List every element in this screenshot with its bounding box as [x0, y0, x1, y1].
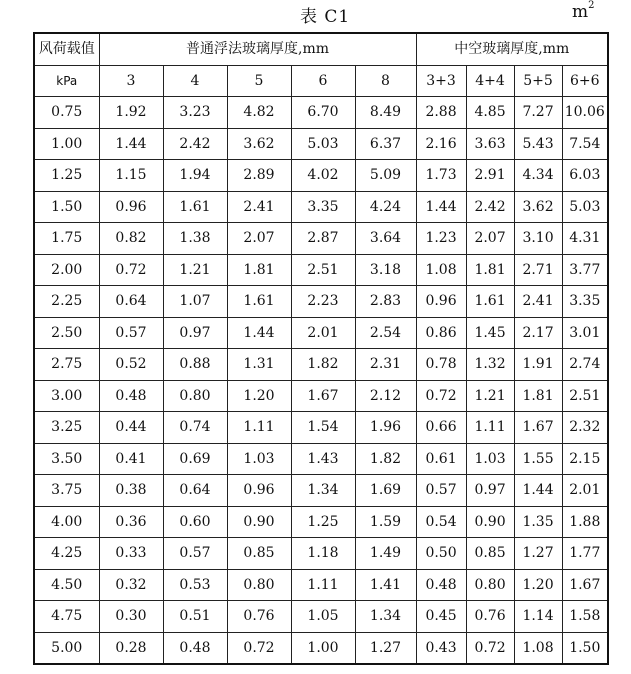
area-cell: 2.16 — [416, 128, 466, 160]
table-row — [34, 475, 608, 507]
area-cell: 0.85 — [227, 538, 291, 570]
unit-base: m — [572, 2, 589, 22]
area-cell: 1.73 — [416, 160, 466, 192]
header-float-glass-group: 普通浮法玻璃厚度,mm — [99, 33, 416, 65]
area-cell: 1.03 — [227, 443, 291, 475]
area-cell: 1.81 — [466, 254, 514, 286]
table-row — [34, 286, 608, 318]
table-row — [34, 538, 608, 570]
area-cell: 0.57 — [99, 317, 163, 349]
area-cell: 8.49 — [355, 97, 416, 129]
header-float-col: 3 — [99, 65, 163, 97]
table-row — [34, 601, 608, 633]
header-float-col: 4 — [163, 65, 227, 97]
wind-load-cell: 3.00 — [34, 380, 99, 412]
area-cell: 2.88 — [416, 97, 466, 129]
area-cell: 1.27 — [355, 632, 416, 664]
unit-superscript: 2 — [588, 0, 595, 12]
area-cell: 2.01 — [291, 317, 355, 349]
area-cell: 0.97 — [466, 475, 514, 507]
area-cell: 1.55 — [514, 443, 562, 475]
area-cell: 1.03 — [466, 443, 514, 475]
area-cell: 2.83 — [355, 286, 416, 318]
area-cell: 3.62 — [514, 191, 562, 223]
area-cell: 7.54 — [562, 128, 608, 160]
table-row — [34, 191, 608, 223]
area-cell: 1.27 — [514, 538, 562, 570]
area-cell: 1.44 — [99, 128, 163, 160]
table-row — [34, 254, 608, 286]
area-cell: 0.33 — [99, 538, 163, 570]
area-cell: 1.23 — [416, 223, 466, 255]
area-cell: 1.11 — [227, 412, 291, 444]
area-cell: 7.27 — [514, 97, 562, 129]
area-cell: 0.51 — [163, 601, 227, 633]
glass-area-table — [33, 32, 609, 665]
area-cell: 0.30 — [99, 601, 163, 633]
area-cell: 2.07 — [227, 223, 291, 255]
area-cell: 0.60 — [163, 506, 227, 538]
area-cell: 1.67 — [291, 380, 355, 412]
area-cell: 0.50 — [416, 538, 466, 570]
area-cell: 1.05 — [291, 601, 355, 633]
area-cell: 0.52 — [99, 349, 163, 381]
area-cell: 3.18 — [355, 254, 416, 286]
area-cell: 0.80 — [466, 569, 514, 601]
area-cell: 1.41 — [355, 569, 416, 601]
area-cell: 1.92 — [99, 97, 163, 129]
area-cell: 0.64 — [163, 475, 227, 507]
area-cell: 0.45 — [416, 601, 466, 633]
area-cell: 0.76 — [466, 601, 514, 633]
wind-load-cell: 4.25 — [34, 538, 99, 570]
area-cell: 2.89 — [227, 160, 291, 192]
header-float-col: 5 — [227, 65, 291, 97]
table-row — [34, 160, 608, 192]
area-cell: 4.82 — [227, 97, 291, 129]
header-row-groups — [34, 33, 608, 65]
area-cell: 4.02 — [291, 160, 355, 192]
header-hollow-col: 4+4 — [466, 65, 514, 97]
area-cell: 4.85 — [466, 97, 514, 129]
header-row-thickness — [34, 65, 608, 97]
area-cell: 2.54 — [355, 317, 416, 349]
area-cell: 0.85 — [466, 538, 514, 570]
area-cell: 0.41 — [99, 443, 163, 475]
area-cell: 1.44 — [227, 317, 291, 349]
area-cell: 0.32 — [99, 569, 163, 601]
area-cell: 1.58 — [562, 601, 608, 633]
unit-label — [572, 2, 595, 22]
wind-load-cell: 4.50 — [34, 569, 99, 601]
area-cell: 1.34 — [355, 601, 416, 633]
area-cell: 0.78 — [416, 349, 466, 381]
table-row — [34, 128, 608, 160]
area-cell: 1.44 — [514, 475, 562, 507]
area-cell: 1.82 — [291, 349, 355, 381]
area-cell: 1.11 — [291, 569, 355, 601]
table-title: 表 C1 — [300, 7, 351, 27]
area-cell: 0.72 — [416, 380, 466, 412]
area-cell: 1.32 — [466, 349, 514, 381]
area-cell: 1.67 — [562, 569, 608, 601]
area-cell: 1.08 — [416, 254, 466, 286]
header-hollow-col: 5+5 — [514, 65, 562, 97]
area-cell: 2.17 — [514, 317, 562, 349]
area-cell: 2.51 — [562, 380, 608, 412]
area-cell: 5.03 — [291, 128, 355, 160]
area-cell: 1.96 — [355, 412, 416, 444]
area-cell: 2.23 — [291, 286, 355, 318]
area-cell: 4.24 — [355, 191, 416, 223]
area-cell: 0.82 — [99, 223, 163, 255]
area-cell: 5.09 — [355, 160, 416, 192]
wind-load-cell: 0.75 — [34, 97, 99, 129]
area-cell: 2.42 — [466, 191, 514, 223]
area-cell: 1.88 — [562, 506, 608, 538]
wind-load-cell: 3.75 — [34, 475, 99, 507]
area-cell: 3.23 — [163, 97, 227, 129]
area-cell: 1.15 — [99, 160, 163, 192]
area-cell: 0.54 — [416, 506, 466, 538]
area-cell: 1.61 — [227, 286, 291, 318]
table-row — [34, 380, 608, 412]
area-cell: 0.96 — [99, 191, 163, 223]
wind-load-cell: 3.25 — [34, 412, 99, 444]
wind-load-cell: 2.25 — [34, 286, 99, 318]
area-cell: 0.90 — [227, 506, 291, 538]
area-cell: 1.49 — [355, 538, 416, 570]
header-hollow-col: 6+6 — [562, 65, 608, 97]
area-cell: 6.37 — [355, 128, 416, 160]
area-cell: 1.59 — [355, 506, 416, 538]
header-hollow-glass-group: 中空玻璃厚度,mm — [416, 33, 608, 65]
area-cell: 0.96 — [416, 286, 466, 318]
area-cell: 5.43 — [514, 128, 562, 160]
area-cell: 1.69 — [355, 475, 416, 507]
area-cell: 2.71 — [514, 254, 562, 286]
area-cell: 2.91 — [466, 160, 514, 192]
area-cell: 0.48 — [163, 632, 227, 664]
area-cell: 3.63 — [466, 128, 514, 160]
area-cell: 3.35 — [291, 191, 355, 223]
area-cell: 2.31 — [355, 349, 416, 381]
area-cell: 1.44 — [416, 191, 466, 223]
header-wind-load: 风荷载值 — [34, 33, 99, 65]
area-cell: 2.12 — [355, 380, 416, 412]
area-cell: 0.48 — [99, 380, 163, 412]
wind-load-cell: 5.00 — [34, 632, 99, 664]
area-cell: 1.21 — [163, 254, 227, 286]
wind-load-cell: 3.50 — [34, 443, 99, 475]
area-cell: 0.61 — [416, 443, 466, 475]
area-cell: 1.61 — [466, 286, 514, 318]
area-cell: 1.67 — [514, 412, 562, 444]
wind-load-cell: 4.75 — [34, 601, 99, 633]
area-cell: 10.06 — [562, 97, 608, 129]
area-cell: 1.91 — [514, 349, 562, 381]
area-cell: 0.57 — [163, 538, 227, 570]
area-cell: 1.38 — [163, 223, 227, 255]
area-cell: 0.97 — [163, 317, 227, 349]
area-cell: 0.76 — [227, 601, 291, 633]
area-cell: 1.11 — [466, 412, 514, 444]
area-cell: 6.03 — [562, 160, 608, 192]
area-cell: 1.20 — [227, 380, 291, 412]
area-cell: 1.77 — [562, 538, 608, 570]
table-row — [34, 317, 608, 349]
area-cell: 1.81 — [227, 254, 291, 286]
wind-load-cell: 2.50 — [34, 317, 99, 349]
area-cell: 2.41 — [514, 286, 562, 318]
area-cell: 2.51 — [291, 254, 355, 286]
area-cell: 1.43 — [291, 443, 355, 475]
area-cell: 1.50 — [562, 632, 608, 664]
area-cell: 3.77 — [562, 254, 608, 286]
area-cell: 1.54 — [291, 412, 355, 444]
area-cell: 0.80 — [227, 569, 291, 601]
area-cell: 1.20 — [514, 569, 562, 601]
area-cell: 3.62 — [227, 128, 291, 160]
table-row — [34, 97, 608, 129]
wind-load-cell: 1.50 — [34, 191, 99, 223]
area-cell: 2.87 — [291, 223, 355, 255]
header-float-col: 6 — [291, 65, 355, 97]
area-cell: 6.70 — [291, 97, 355, 129]
table-row — [34, 569, 608, 601]
area-cell: 0.72 — [99, 254, 163, 286]
wind-load-cell: 1.00 — [34, 128, 99, 160]
area-cell: 0.69 — [163, 443, 227, 475]
area-cell: 1.94 — [163, 160, 227, 192]
area-cell: 0.96 — [227, 475, 291, 507]
area-cell: 1.61 — [163, 191, 227, 223]
area-cell: 0.66 — [416, 412, 466, 444]
area-cell: 0.64 — [99, 286, 163, 318]
area-cell: 1.07 — [163, 286, 227, 318]
area-cell: 1.25 — [291, 506, 355, 538]
area-cell: 1.08 — [514, 632, 562, 664]
area-cell: 1.31 — [227, 349, 291, 381]
area-cell: 3.10 — [514, 223, 562, 255]
area-cell: 0.38 — [99, 475, 163, 507]
area-cell: 0.72 — [466, 632, 514, 664]
area-cell: 0.57 — [416, 475, 466, 507]
area-cell: 0.88 — [163, 349, 227, 381]
table-row — [34, 632, 608, 664]
area-cell: 2.01 — [562, 475, 608, 507]
area-cell: 1.45 — [466, 317, 514, 349]
table-row — [34, 443, 608, 475]
area-cell: 3.64 — [355, 223, 416, 255]
header-float-col: 8 — [355, 65, 416, 97]
area-cell: 0.72 — [227, 632, 291, 664]
table-row — [34, 223, 608, 255]
area-cell: 1.34 — [291, 475, 355, 507]
area-cell: 1.82 — [355, 443, 416, 475]
area-cell: 1.14 — [514, 601, 562, 633]
header-hollow-col: 3+3 — [416, 65, 466, 97]
table-row — [34, 349, 608, 381]
wind-load-cell: 1.25 — [34, 160, 99, 192]
area-cell: 0.80 — [163, 380, 227, 412]
area-cell: 0.44 — [99, 412, 163, 444]
area-cell: 4.34 — [514, 160, 562, 192]
wind-load-cell: 2.75 — [34, 349, 99, 381]
table-body — [34, 97, 608, 665]
area-cell: 2.41 — [227, 191, 291, 223]
area-cell: 0.48 — [416, 569, 466, 601]
area-cell: 4.31 — [562, 223, 608, 255]
area-cell: 3.01 — [562, 317, 608, 349]
table-header — [34, 33, 608, 97]
area-cell: 2.42 — [163, 128, 227, 160]
area-cell: 0.90 — [466, 506, 514, 538]
area-cell: 0.74 — [163, 412, 227, 444]
area-cell: 1.35 — [514, 506, 562, 538]
wind-load-cell: 1.75 — [34, 223, 99, 255]
area-cell: 0.43 — [416, 632, 466, 664]
table-row — [34, 412, 608, 444]
wind-load-cell: 2.00 — [34, 254, 99, 286]
wind-load-cell: 4.00 — [34, 506, 99, 538]
area-cell: 2.07 — [466, 223, 514, 255]
area-cell: 1.00 — [291, 632, 355, 664]
area-cell: 1.18 — [291, 538, 355, 570]
area-cell: 1.81 — [514, 380, 562, 412]
header-kpa: kPa — [34, 65, 99, 97]
area-cell: 0.53 — [163, 569, 227, 601]
area-cell: 2.32 — [562, 412, 608, 444]
area-cell: 3.35 — [562, 286, 608, 318]
area-cell: 2.15 — [562, 443, 608, 475]
table-row — [34, 506, 608, 538]
area-cell: 2.74 — [562, 349, 608, 381]
area-cell: 1.21 — [466, 380, 514, 412]
area-cell: 0.86 — [416, 317, 466, 349]
area-cell: 5.03 — [562, 191, 608, 223]
area-cell: 0.36 — [99, 506, 163, 538]
area-cell: 0.28 — [99, 632, 163, 664]
